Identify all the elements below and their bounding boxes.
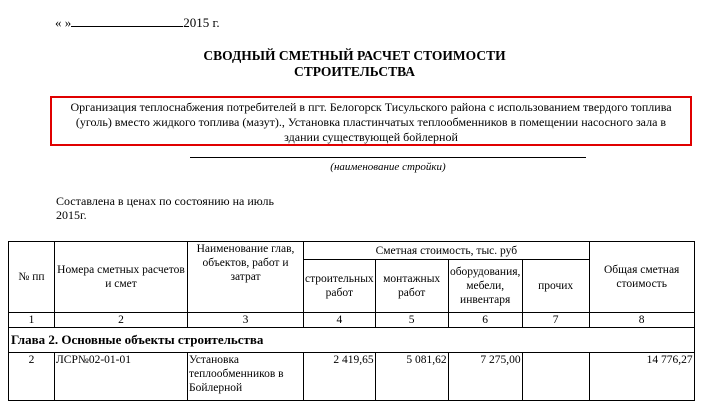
row-name: Установка теплообменников в Бойлерной (188, 353, 304, 401)
row-total: 14 776,27 (589, 353, 694, 401)
col-number-2: 2 (55, 313, 188, 328)
col-number-7: 7 (522, 313, 589, 328)
col-number-1: 1 (9, 313, 55, 328)
col-number-8: 8 (589, 313, 694, 328)
row-construction: 2 419,65 (304, 353, 376, 401)
document-title-line1: СВОДНЫЙ СМЕТНЫЙ РАСЧЕТ СТОИМОСТИ (203, 48, 506, 63)
header-construction: строительных работ (304, 260, 376, 313)
row-other (522, 353, 589, 401)
row-num: 2 (9, 353, 55, 401)
date-blank-line[interactable] (71, 14, 183, 27)
header-other: прочих (522, 260, 589, 313)
col-number-5: 5 (375, 313, 448, 328)
project-name-box[interactable]: Организация теплоснабжения потребителей в пгт. Белогорск Тисульского района с использованием твердого топлива (уголь) вместо жидкого топлива (мазут)., Установка пластинчатых теплообменников в помещении насосного зала в здании существующей бойлерной (50, 96, 692, 146)
header-names: Наименование глав, объектов, работ и затрат (188, 242, 304, 313)
date-year: 2015 г. (183, 15, 220, 30)
estimate-table (8, 241, 695, 401)
header-num: № пп (9, 242, 55, 313)
header-cost-group: Сметная стоимость, тыс. руб (304, 242, 590, 260)
header-installation: монтажных работ (375, 260, 448, 313)
header-calc-numbers: Номера сметных расчетов и смет (55, 242, 188, 313)
compiled-note (56, 194, 274, 222)
document-date (55, 14, 220, 31)
header-total: Общая сметная стоимость (589, 242, 694, 313)
row-installation: 5 081,62 (375, 353, 448, 401)
document-title-line2: СТРОИТЕЛЬСТВА (293, 64, 416, 79)
col-number-4: 4 (304, 313, 376, 328)
col-number-6: 6 (448, 313, 522, 328)
date-prefix: « » (55, 15, 72, 30)
col-number-3: 3 (188, 313, 304, 328)
project-underline (190, 157, 586, 158)
row-calc: ЛСР№02-01-01 (55, 353, 188, 401)
compiled-line2: 2015г. (56, 208, 87, 222)
project-caption: (наименование стройки) (330, 161, 446, 173)
compiled-line1: Составлена в ценах по состоянию на июль (56, 194, 274, 208)
row-equipment: 7 275,00 (448, 353, 522, 401)
chapter-title: Глава 2. Основные объекты строительства (9, 328, 695, 353)
header-equipment: оборудования, мебели, инвентаря (448, 260, 522, 313)
table-row[interactable] (9, 353, 695, 401)
